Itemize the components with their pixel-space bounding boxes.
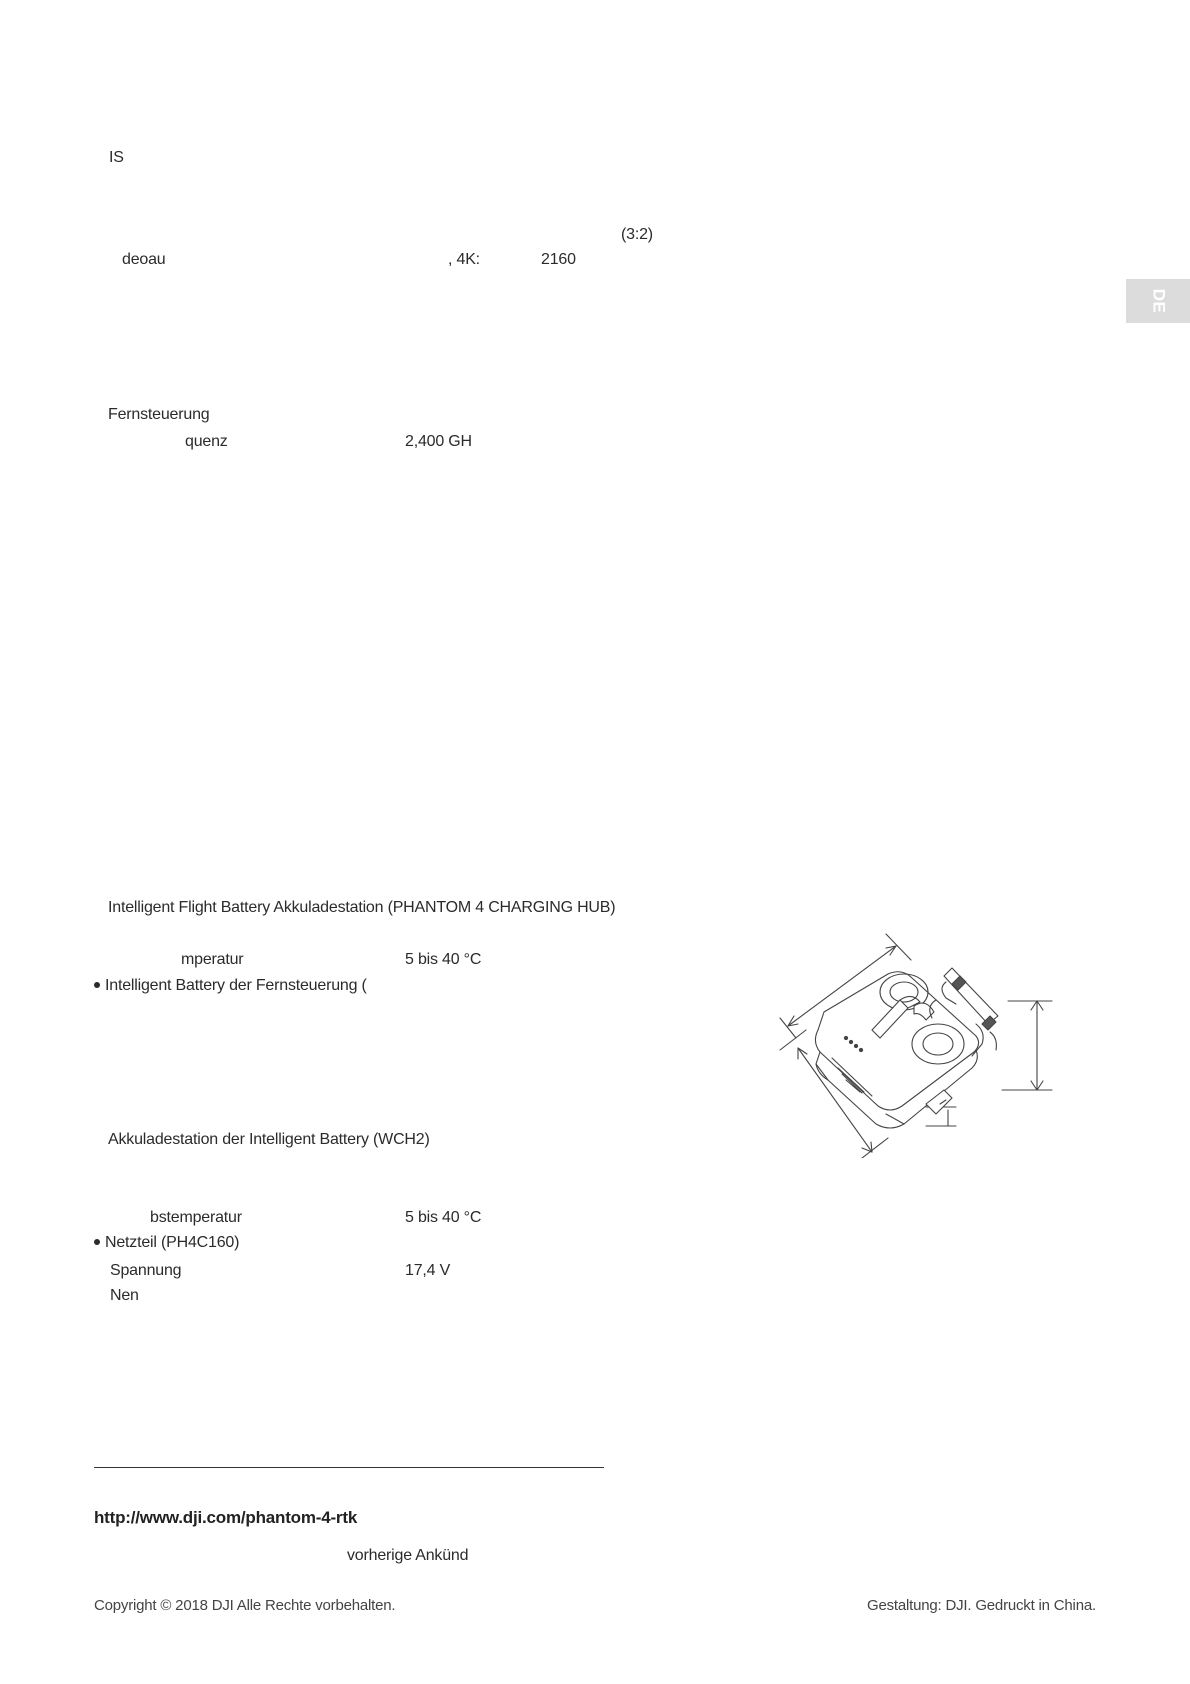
bullet-icon bbox=[94, 1239, 100, 1245]
psu-heading-text: Netzteil (PH4C160) bbox=[105, 1234, 240, 1251]
spec-value-video-2160: 2160 bbox=[541, 251, 576, 268]
spec-text-is: IS bbox=[109, 149, 124, 166]
spec-value-frequency: 2,400 GH bbox=[405, 433, 472, 450]
spec-text-ratio: (3:2) bbox=[621, 226, 653, 243]
remote-controller-dimensions-illustration-icon bbox=[776, 928, 1058, 1158]
spec-value-voltage: 17,4 V bbox=[405, 1262, 451, 1279]
spec-value-hub-temperature: 5 bis 40 °C bbox=[405, 951, 482, 968]
spec-label-frequency: quenz bbox=[185, 433, 228, 450]
spec-label-nen: Nen bbox=[110, 1287, 139, 1304]
footer-design-credit: Gestaltung: DJI. Gedruckt in China. bbox=[867, 1597, 1096, 1614]
footer-divider bbox=[94, 1467, 604, 1468]
footer-copyright: Copyright © 2018 DJI Alle Rechte vorbehalten. bbox=[94, 1597, 396, 1614]
language-tab[interactable] bbox=[1126, 279, 1190, 323]
spec-label-wch2-temperature: bstemperatur bbox=[150, 1209, 242, 1226]
spec-value-video-4k: , 4K: bbox=[448, 251, 480, 268]
spec-value-wch2-temperature: 5 bis 40 °C bbox=[405, 1209, 482, 1226]
language-tab-label: DE bbox=[1149, 288, 1168, 314]
section-heading-charging-hub: Intelligent Flight Battery Akkuladestation (PHANTOM 4 CHARGING HUB) bbox=[108, 899, 616, 916]
section-heading-psu bbox=[94, 1233, 239, 1253]
footer-notice: vorherige Ankünd bbox=[347, 1547, 469, 1564]
spec-label-voltage: Spannung bbox=[110, 1262, 182, 1279]
section-heading-wch2: Akkuladestation der Intelligent Battery (WCH2) bbox=[108, 1131, 430, 1148]
section-heading-rc-battery bbox=[94, 976, 367, 996]
section-heading-remote: Fernsteuerung bbox=[108, 406, 210, 423]
footer-url-link[interactable]: http://www.dji.com/phantom-4-rtk bbox=[94, 1508, 358, 1527]
rc-battery-heading-text: Intelligent Battery der Fernsteuerung ( bbox=[105, 977, 367, 994]
spec-label-video: deoau bbox=[122, 251, 166, 268]
spec-label-hub-temperature: mperatur bbox=[181, 951, 244, 968]
bullet-icon bbox=[94, 982, 100, 988]
